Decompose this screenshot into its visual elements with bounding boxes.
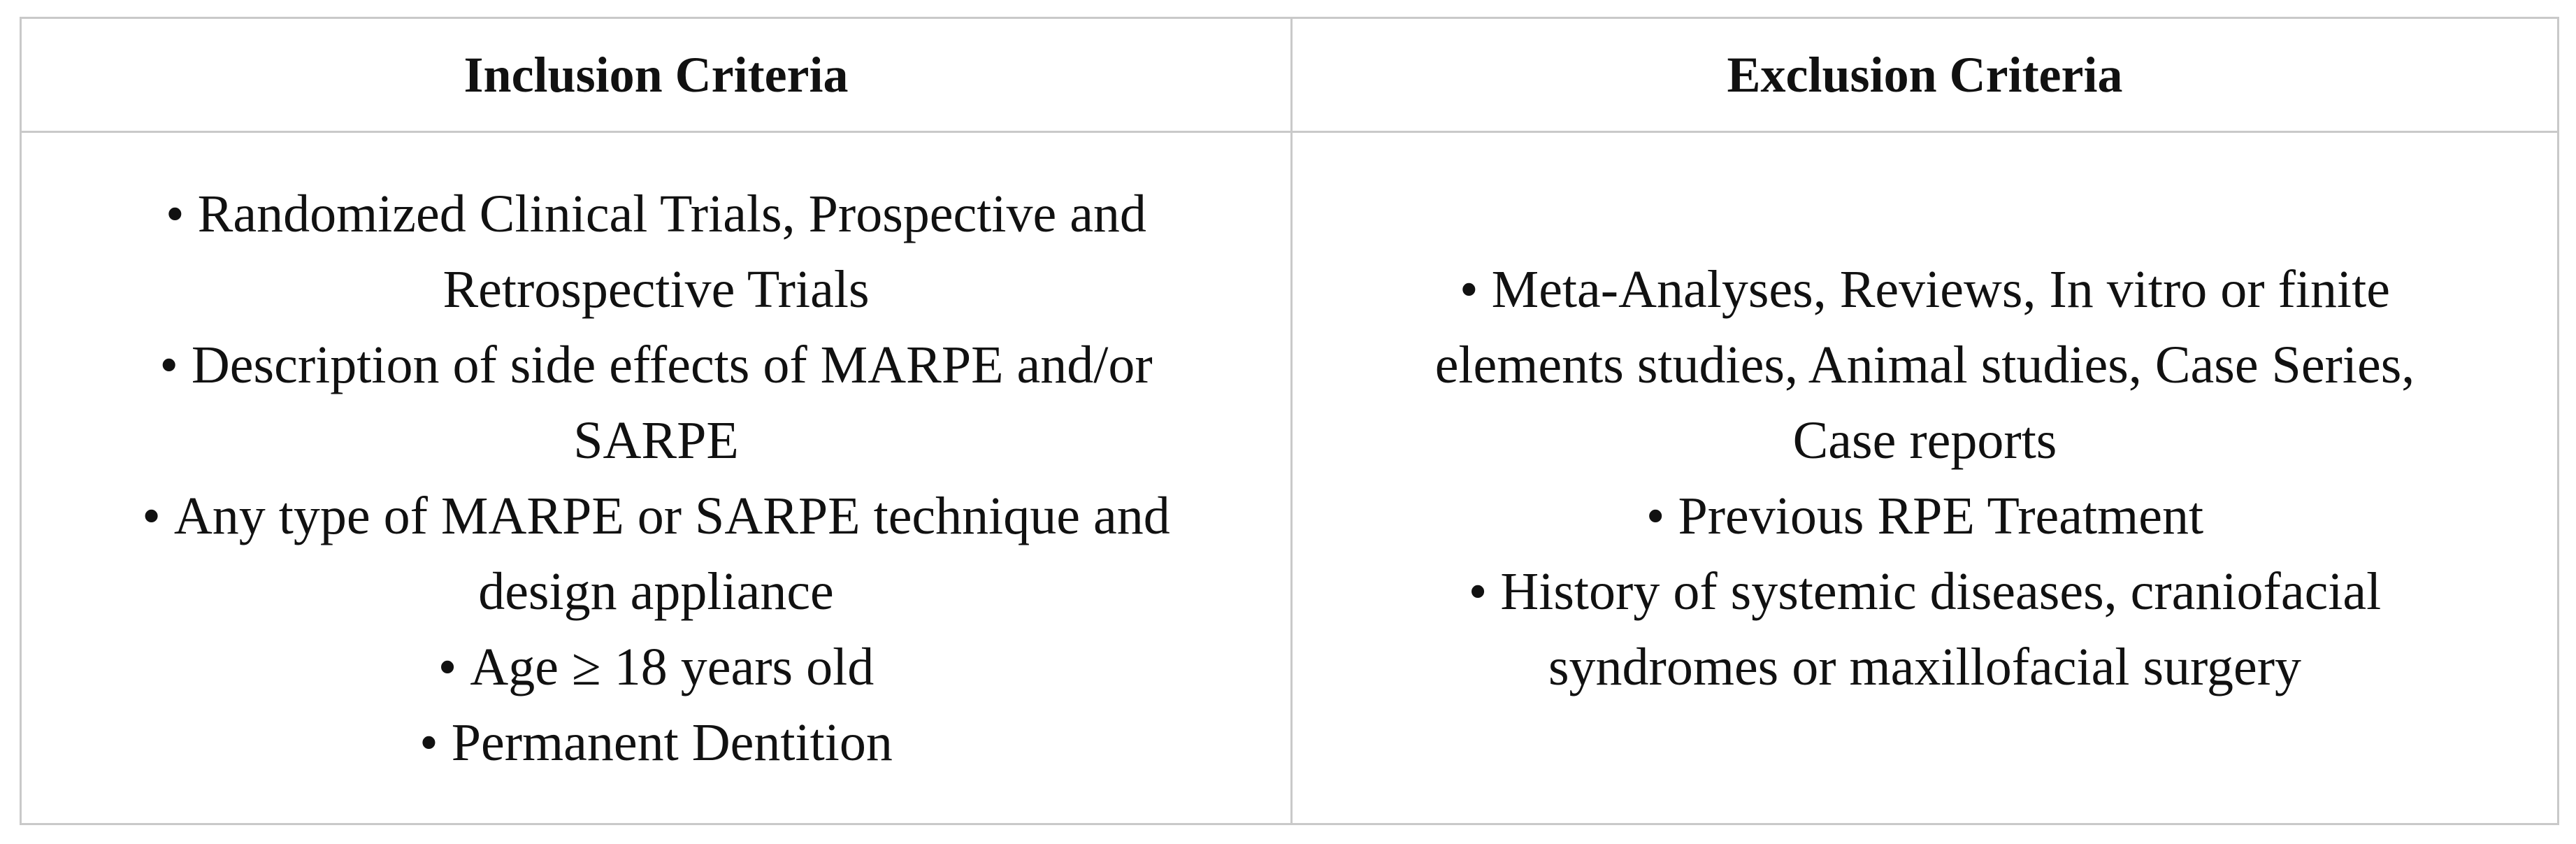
criteria-row bbox=[21, 132, 2559, 824]
inclusion-item: • Age ≥ 18 years old bbox=[83, 629, 1230, 705]
exclusion-item: • Meta-Analyses, Reviews, In vitro or finite elements studies, Animal studies, Case Series, Case reports bbox=[1387, 252, 2463, 478]
exclusion-criteria-header: Exclusion Criteria bbox=[1292, 18, 2559, 132]
exclusion-criteria-list bbox=[1387, 252, 2463, 705]
inclusion-item: • Randomized Clinical Trials, Prospective and Retrospective Trials bbox=[83, 176, 1230, 327]
inclusion-criteria-cell bbox=[21, 132, 1292, 824]
exclusion-item: • Previous RPE Treatment bbox=[1387, 478, 2463, 554]
header-row bbox=[21, 18, 2559, 132]
inclusion-criteria-header: Inclusion Criteria bbox=[21, 18, 1292, 132]
exclusion-criteria-cell bbox=[1292, 132, 2559, 824]
exclusion-item: • History of systemic diseases, craniofacial syndromes or maxillofacial surgery bbox=[1387, 554, 2463, 705]
inclusion-item: • Any type of MARPE or SARPE technique and design appliance bbox=[83, 478, 1230, 629]
inclusion-criteria-list bbox=[83, 176, 1230, 780]
inclusion-item: • Description of side effects of MARPE and/or SARPE bbox=[83, 327, 1230, 478]
inclusion-item: • Permanent Dentition bbox=[83, 705, 1230, 780]
criteria-table bbox=[20, 17, 2559, 825]
